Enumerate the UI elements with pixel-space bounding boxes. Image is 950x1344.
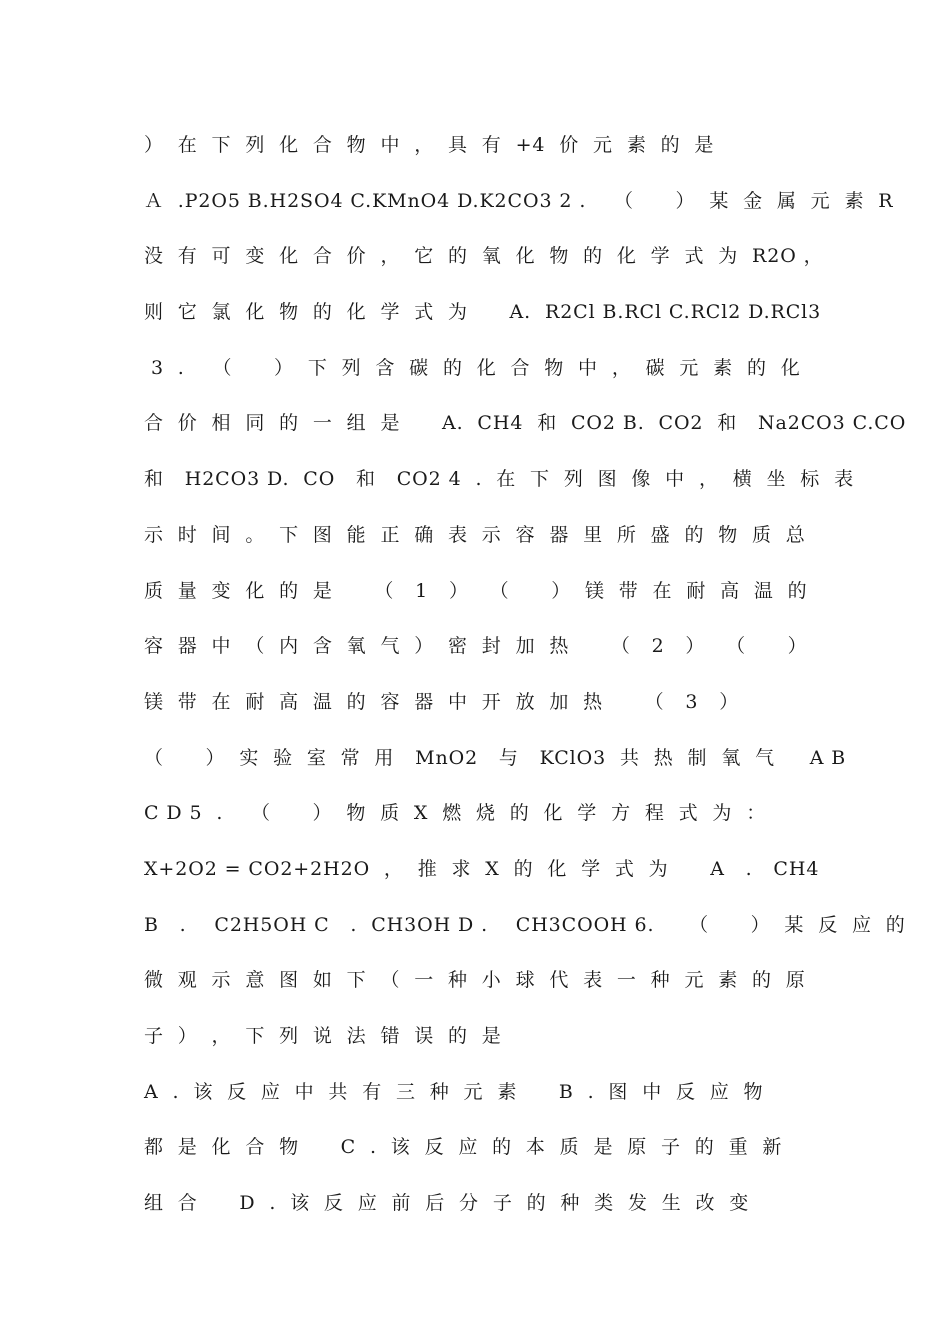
text-line: B . C2H5OH C . CH3OH D . CH3COOH 6. （ ） 某 反 应 的 xyxy=(144,913,906,936)
text-line: （ ） 实 验 室 常 用 MnO2 与 KClO3 共 热 制 氧 气 A B xyxy=(144,746,847,769)
text-line: A . 该 反 应 中 共 有 三 种 元 素 B . 图 中 反 应 物 xyxy=(144,1080,764,1103)
text-line: 示 时 间 。 下 图 能 正 确 表 示 容 器 里 所 盛 的 物 质 总 xyxy=(144,523,806,546)
text-line: 镁 带 在 耐 高 温 的 容 器 中 开 放 加 热 （ 3 ） xyxy=(144,690,740,713)
text-line: ） 在 下 列 化 合 物 中 ， 具 有 +4 价 元 素 的 是 xyxy=(144,134,715,156)
document-body xyxy=(144,130,907,1244)
text-line: X+2O2 = CO2+2H2O ， 推 求 X 的 化 学 式 为 A . CH4 xyxy=(144,857,820,880)
text-line: 容 器 中 （ 内 含 氧 气 ） 密 封 加 热 （ 2 ） （ ） xyxy=(144,635,808,658)
text-line: Ａ .P2O5 B.H2SO4 C.KMnO4 D.K2CO3 2 . （ ） 某 金 属 元 素 R xyxy=(144,189,894,212)
text-line: 没 有 可 变 化 合 价 ， 它 的 氧 化 物 的 化 学 式 为 R2O ， xyxy=(144,245,824,268)
text-line: 子 ） ， 下 列 说 法 错 误 的 是 xyxy=(144,1025,502,1047)
text-line: C D 5 . （ ） 物 质 X 燃 烧 的 化 学 方 程 式 为 ： xyxy=(144,802,767,825)
text-line: 微 观 示 意 图 如 下 （ 一 种 小 球 代 表 一 种 元 素 的 原 xyxy=(144,969,806,992)
text-line: 3 . （ ） 下 列 含 碳 的 化 合 物 中 ， 碳 元 素 的 化 xyxy=(144,356,801,379)
text-line: 则 它 氯 化 物 的 化 学 式 为 A. R2Cl B.RCl C.RCl2 D.RCl3 xyxy=(144,301,822,324)
text-line: 和 H2CO3 D. CO 和 CO2 4 . 在 下 列 图 像 中 ， 横 坐 标 表 xyxy=(144,468,854,491)
text-line: 合 价 相 同 的 一 组 是 A. CH4 和 CO2 B. CO2 和 Na2CO3 C.CO xyxy=(144,412,907,435)
text-line: 组 合 D . 该 反 应 前 后 分 子 的 种 类 发 生 改 变 xyxy=(144,1192,750,1215)
text-line: 质 量 变 化 的 是 （ 1 ） （ ） 镁 带 在 耐 高 温 的 xyxy=(144,579,808,602)
text-line: 都 是 化 合 物 C . 该 反 应 的 本 质 是 原 子 的 重 新 xyxy=(144,1136,783,1159)
